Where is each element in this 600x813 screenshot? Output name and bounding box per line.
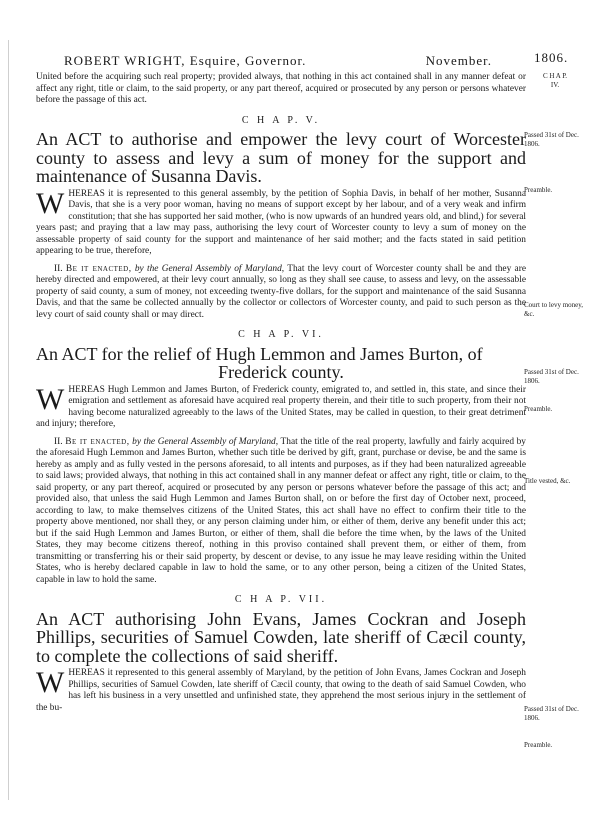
chapter-5-label: C H A P. V.: [241, 114, 321, 126]
chapter-6-enacting-words: Be it enacted,: [65, 436, 130, 447]
chapter-6-section-2: [36, 437, 526, 587]
chapter-5-section-number: II.: [54, 263, 63, 274]
chapter-6-section-number: II.: [54, 436, 63, 447]
chapter-6-dropcap: W: [36, 382, 65, 416]
chapter-6-label: C H A P. VI.: [238, 329, 324, 340]
chapter-7-label: C H A P. VII.: [234, 594, 328, 605]
margin-passed-chap-5: Passed 31st of Dec. 1806.: [524, 131, 579, 148]
carryover-paragraph: United before the acquiring such real property; provided always, that nothing in this act contained shall in any manner defeat or affect any right, title or claim, to the said property, or any part thereof, acquired or prosecuted by any person or persons whatever before the passage of this act.: [36, 72, 526, 105]
chapter-6-section-text: That the title of the real property, lawfully and fairly acquired by the aforesaid Hugh Lemmon and James Burton, whether such title be derived by gift, grant, purchase or devise, be and the same is hereby as amply and as fully vested in the persons aforesaid, to all intents and purposes, as if they had been naturalized agreeable to said laws; provided always, that nothing in this act contained shall in any manner defeat or affect any right, title or claim, to the said property, or any part thereof, acquired or prosecuted by any person or persons whatever before the passage of this act; and provided also, that unless the said Hugh Lemmon and James Burton shall, on or before the first day of October next, proceed, according to law, to make themselves citizens of the United States, this act shall have no effect to confirm their title to the property above mentioned, nor shall they, or any person claiming under him, or either of them, derive any benefit under this act; but if the said Hugh Lemmon and James Burton, or either of them, shall die before the time when, by the laws of the United States, they may become citizens thereof, nothing in this proviso contained shall prevent them, or either of them, from transmitting or transferring his or their said property, by descent or devise, to any issue he may leave residing within the United States, who is hereby declared capable in law to hold the same, or to any other person, being a citizen of the United States, capable in law to hold the same.: [36, 436, 526, 585]
chapter-5-title: An ACT to authorise and empower the levy court of Worcester county to assess and levy a sum of money for the support and maintenance of Susanna Davis.: [36, 129, 526, 186]
chapter-6-enacting-authority: by the General Assembly of Maryland,: [132, 436, 279, 447]
main-text-column: [36, 72, 526, 714]
margin-court-to-levy: Court to levy money, &c.: [524, 301, 584, 318]
chapter-7-preamble: [36, 668, 526, 714]
binding-edge: [8, 40, 9, 800]
chapter-5-preamble-text: HEREAS it is represented to this general assembly, by the petition of Sophia Davis, in behalf of her mother, Susanna Davis, that she is a very poor woman, having no means of support except by her labour, and of a very weak and infirm constitution; that she has supported her said mother, (who is now upwards of an hundred years old, and blind,) for several years past; and praying that a law may pass, authorising the levy court of Worcester county to levy a sum of money on the assessable property of said county for the support and maintenance of her said mother; and the facts stated in said petition appearing to be true, therefore,: [36, 188, 526, 256]
chapter-5-preamble: [36, 186, 526, 258]
chapter-7-dropcap: W: [36, 666, 65, 699]
chapter-5-enacting-words: Be it enacted,: [65, 263, 132, 274]
margin-preamble-chap-5: Preamble.: [524, 186, 553, 194]
header-month: November.: [425, 53, 492, 68]
header-year: 1806.: [534, 50, 569, 65]
chapter-7-preamble-text: HEREAS it represented to this general assembly of Maryland, by the petition of John Evans, James Cockran and Joseph Phillips, securities of Samuel Cowden, late sheriff of Cæcil county, that owing to the death of said Samuel Cowden, who has left his business in a very unsettled and unfinished state, they apprehend the most serious injury in the settlement of the bu-: [36, 668, 526, 713]
chapter-7-title: An ACT authorising John Evans, James Cockran and Joseph Phillips, securities of Samuel Cowden, late sheriff of Cæcil county, to complete the collections of said sheriff.: [36, 608, 526, 666]
margin-passed-chap-6: Passed 31st of Dec. 1806.: [524, 368, 579, 385]
running-header: [64, 50, 569, 72]
chapter-5-dropcap: W: [36, 186, 65, 220]
chapter-6-title-line-1: An ACT for the relief of Hugh Lemmon and James Burton, of: [36, 343, 483, 364]
chapter-5-section-text: That the levy court of Worcester county shall be and they are hereby directed and empowered, at their levy court annually, so long as they shall see cause, to assess and levy, on the assessable property of said county, a sum of money, not exceeding twenty-five dollars, for the support and maintenance of the said Susanna Davis, and that the same be collected annually by the collector or collectors of Worcester county, and paid to such person as the levy court of said county shall or may direct.: [36, 263, 526, 320]
chapter-5-section-2: [36, 264, 526, 322]
margin-chapter-4-label: C H A P.: [542, 72, 568, 80]
chapter-6-preamble-text: HEREAS Hugh Lemmon and James Burton, of Frederick county, emigrated to, and settled in, this state, and since their emigration and settlement as aforesaid have acquired real property therein, and their title to such property, from their not having become naturalized agreeably to the laws of the United States, may be called in question, to their great detriment and injury; therefore,: [36, 384, 526, 429]
margin-title-vested: Title vested, &c.: [524, 477, 571, 485]
margin-chapter-4-number: IV.: [550, 80, 560, 89]
chapter-5-enacting-authority: by the General Assembly of Maryland,: [134, 263, 285, 274]
margin-preamble-chap-6: Preamble.: [524, 405, 553, 413]
margin-preamble-chap-7: Preamble.: [524, 741, 553, 749]
header-title: ROBERT WRIGHT, Esquire, Governor.: [64, 53, 307, 68]
margin-chapter-4-note: [524, 72, 586, 89]
margin-passed-chap-7: Passed 31st of Dec. 1806.: [524, 705, 579, 722]
chapter-6-title-line-2: Frederick county.: [218, 362, 344, 382]
chapter-6-preamble: [36, 382, 526, 431]
